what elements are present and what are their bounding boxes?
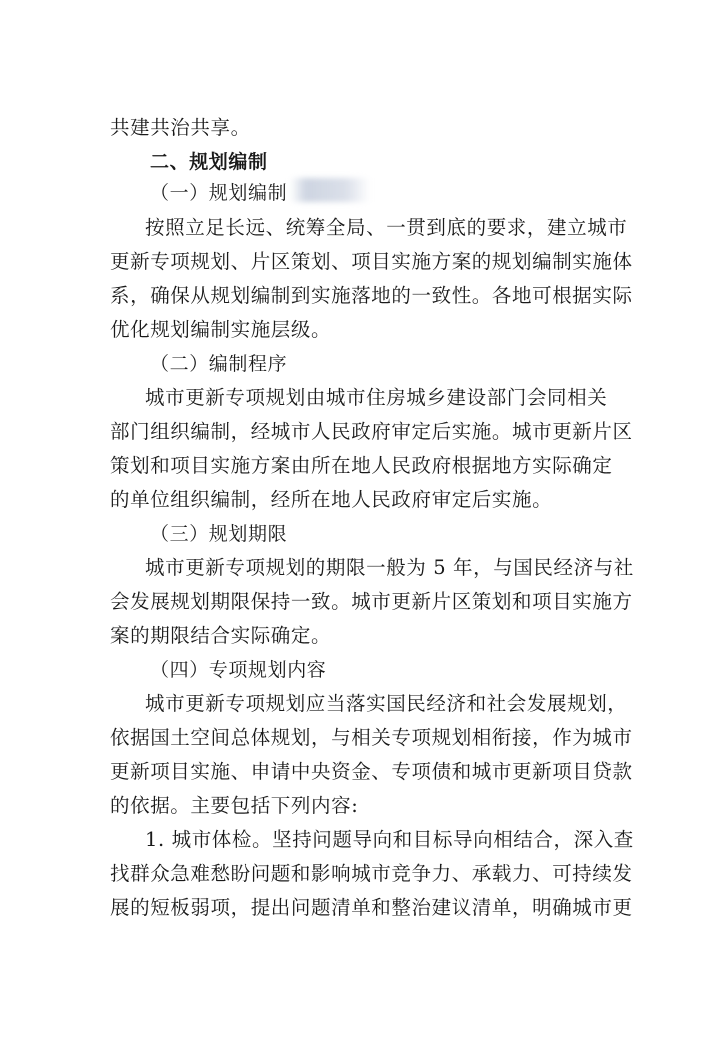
- paragraph-line: 依据国土空间总体规划，与相关专项规划相衔接，作为城市: [110, 726, 633, 749]
- subsection-heading: （二）编制程序: [150, 353, 288, 375]
- paragraph-line: 更新项目实施、申请中央资金、专项债和城市更新项目贷款: [110, 760, 633, 783]
- paragraph-line: 策划和项目实施方案由所在地人民政府根据地方实际确定: [110, 454, 613, 477]
- text-line: 共建共治共享。: [110, 116, 251, 139]
- paragraph-line: 更新专项规划、片区策划、项目实施方案的规划编制实施体: [110, 250, 633, 273]
- paragraph-line: 城市更新专项规划应当落实国民经济和社会发展规划，: [145, 692, 628, 715]
- subsection-heading: （四）专项规划内容: [150, 659, 327, 681]
- subsection-heading: （三）规划期限: [150, 523, 288, 545]
- paragraph-line: 会发展规划期限保持一致。城市更新片区策划和项目实施方: [110, 590, 633, 613]
- section-heading: 二、规划编制: [150, 151, 268, 173]
- paragraph-line: 找群众急难愁盼问题和影响城市竞争力、承载力、可持续发: [110, 862, 633, 885]
- paragraph-line: 按照立足长远、统筹全局、一贯到底的要求，建立城市: [145, 216, 628, 239]
- paragraph-line: 的依据。主要包括下列内容:: [110, 794, 359, 817]
- paragraph-line: 展的短板弱项，提出问题清单和整治建议清单，明确城市更: [110, 896, 633, 919]
- blurred-region: [290, 178, 370, 202]
- paragraph-line: 城市更新专项规划的期限一般为 5 年，与国民经济与社: [145, 556, 634, 579]
- paragraph-line: 系，确保从规划编制到实施落地的一致性。各地可根据实际: [110, 284, 633, 307]
- paragraph-line: 1. 城市体检。坚持问题导向和目标导向相结合，深入查: [145, 828, 634, 851]
- paragraph-line: 城市更新专项规划由城市住房城乡建设部门会同相关: [145, 386, 608, 409]
- paragraph-line: 的单位组织编制，经所在地人民政府审定后实施。: [110, 488, 553, 511]
- paragraph-line: 案的期限结合实际确定。: [110, 624, 332, 647]
- paragraph-line: 优化规划编制实施层级。: [110, 318, 332, 341]
- paragraph-line: 部门组织编制，经城市人民政府审定后实施。城市更新片区: [110, 420, 633, 443]
- subsection-heading: （一）规划编制: [150, 182, 288, 204]
